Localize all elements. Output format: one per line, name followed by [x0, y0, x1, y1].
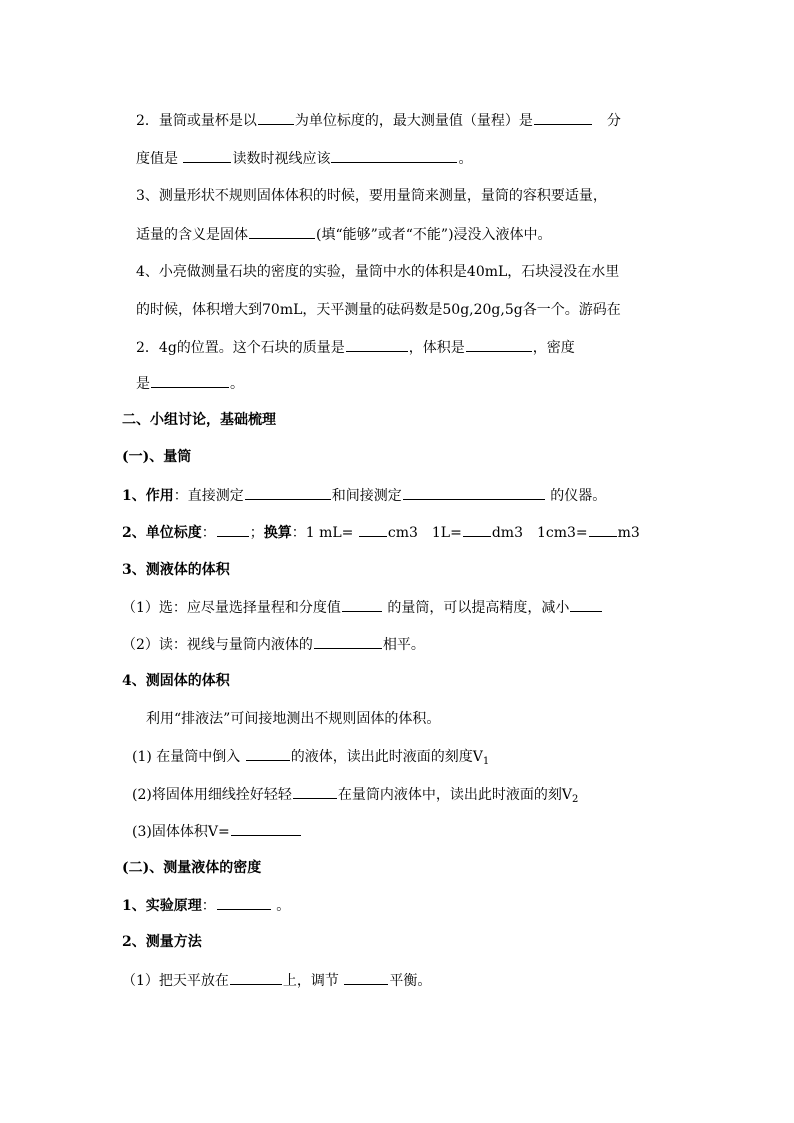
item-4-step-3 [132, 821, 302, 842]
item-label: 1、实验原理 [122, 898, 202, 914]
text: 2．4g的位置。这个石块的质量是 [136, 340, 345, 356]
text: 和间接测定 [331, 488, 402, 504]
section-heading: 二、小组讨论，基础梳理 [122, 412, 276, 428]
item-4-intro: 利用“排液法”可间接地测出不规则固体的体积。 [146, 711, 441, 727]
text: (填“能够”或者“不能”)浸没入液体中。 [316, 227, 552, 243]
part-2-heading: (二)、测量液体的密度 [122, 860, 262, 876]
text: ，体积是 [408, 340, 465, 356]
answer-blank [466, 337, 532, 352]
answer-blank [246, 746, 290, 761]
text: 适量的含义是固体 [136, 227, 248, 243]
answer-blank [151, 373, 229, 388]
answer-blank [463, 522, 491, 537]
answer-blank [346, 337, 408, 352]
answer-blank [217, 522, 249, 537]
text: (2)将固体用细线拴好轻轻 [132, 787, 292, 803]
answer-blank [293, 784, 337, 799]
text: 的仪器。 [545, 488, 607, 504]
text: 相平。 [382, 637, 425, 653]
text: 2．量筒或量杯是以 [136, 113, 257, 129]
text: （2）读：视线与量筒内液体的 [122, 637, 313, 653]
answer-blank [258, 110, 294, 125]
question-3-line-1: 3、测量形状不规则固体体积的时候，要用量筒来测量，量筒的容积要适量， [136, 188, 607, 204]
item-3-1 [122, 597, 603, 618]
text: 平衡。 [389, 973, 432, 989]
answer-blank [534, 110, 592, 125]
text: 。 [458, 151, 473, 167]
answer-blank [589, 522, 617, 537]
item-1-usage [122, 485, 606, 506]
answer-blank [183, 148, 231, 163]
question-4-line-3 [136, 337, 575, 358]
part-2-item-1 [122, 895, 290, 916]
text: 在量筒内液体中，读出此时液面的刻V [337, 787, 572, 803]
item-2-units [122, 522, 640, 543]
text: 的量筒，可以提高精度，减小 [382, 600, 570, 616]
text: 。 [230, 376, 244, 392]
item-label: 换算 [263, 525, 292, 541]
text: (3)固体体积V= [132, 824, 230, 840]
text: ：直接测定 [173, 488, 244, 504]
text: 是 [136, 376, 150, 392]
text: 。 [271, 898, 291, 914]
text: ： [201, 898, 216, 914]
question-3-line-2 [136, 224, 552, 245]
answer-blank [570, 597, 602, 612]
text: cm3 1L= [387, 525, 462, 541]
item-4-step-2 [132, 784, 578, 805]
answer-blank [217, 895, 271, 910]
text: 的液体，读出此时液面的刻度V [290, 749, 483, 765]
text: 度值是 [136, 151, 183, 167]
item-4-step-1 [132, 746, 489, 767]
question-4-line-2: 的时候，体积增大到70mL，天平测量的砝码数是50g,20g,5g各一个。游码在 [136, 302, 621, 318]
text: 分 [606, 113, 621, 129]
question-2-line-2 [136, 148, 472, 169]
item-label: 1、作用 [122, 488, 174, 504]
text: （1）把天平放在 [122, 973, 229, 989]
text: (1) 在量筒中倒入 [132, 749, 245, 765]
subscript: 1 [482, 756, 490, 767]
text: ； [249, 525, 264, 541]
answer-blank [359, 522, 387, 537]
item-4-heading: 4、测固体的体积 [122, 673, 230, 689]
question-4-line-1: 4、小亮做测量石块的密度的实验，量筒中水的体积是40mL，石块浸没在水里 [136, 264, 620, 280]
text: （1）选：应尽量选择量程和分度值 [122, 600, 341, 616]
item-3-heading: 3、测液体的体积 [122, 562, 230, 578]
subscript: 2 [571, 794, 579, 805]
item-label: 2、单位标度 [122, 525, 202, 541]
answer-blank [230, 970, 282, 985]
text: ，密度 [532, 340, 575, 356]
answer-blank [342, 597, 382, 612]
text: ：1 mL= [291, 525, 358, 541]
question-4-line-4 [136, 373, 244, 394]
text: 上，调节 [282, 973, 344, 989]
part-2-item-2-step-1 [122, 970, 431, 991]
answer-blank [344, 970, 388, 985]
text: dm3 1cm3= [491, 525, 588, 541]
text: 为单位标度的，最大测量值（量程）是 [294, 113, 533, 129]
part-1-heading: (一)、量筒 [122, 449, 192, 465]
question-2-line-1 [136, 110, 621, 131]
item-3-2 [122, 634, 425, 655]
answer-blank [403, 485, 545, 500]
answer-blank [249, 224, 315, 239]
answer-blank [231, 821, 301, 836]
answer-blank [331, 148, 457, 163]
text: m3 [617, 525, 640, 541]
part-2-item-2-heading: 2、测量方法 [122, 934, 202, 950]
answer-blank [314, 634, 382, 649]
text: 读数时视线应该 [232, 151, 331, 167]
answer-blank [245, 485, 331, 500]
text: ： [201, 525, 216, 541]
